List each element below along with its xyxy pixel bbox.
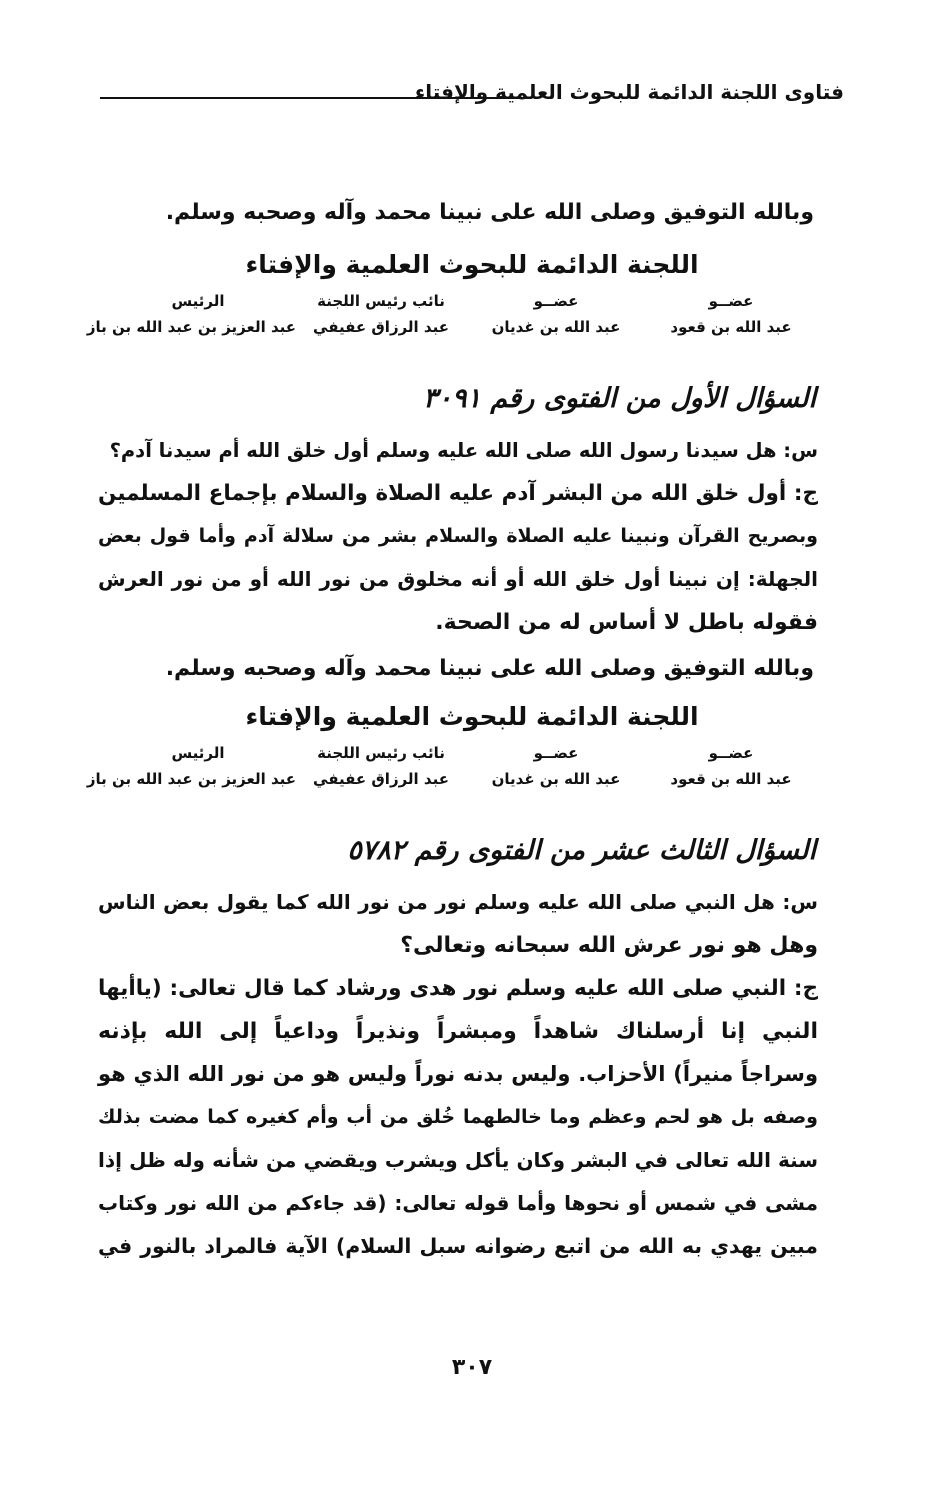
text-line: مبين يهدي به الله من اتبع رضوانه سبل السلام) الآية فالمراد بالنور في [98,1234,818,1258]
text-line: وسراجاً منيراً) الأحزاب. وليس بدنه نوراً وليس هو من نور الله الذي هو [98,1062,818,1086]
signatory [301,744,461,788]
text-line: وبصريح القرآن ونبينا عليه الصلاة والسلام بشر من سلالة آدم وأما قول بعض [98,525,818,547]
text-line: سنة الله تعالى في البشر وكان يأكل ويشرب ويقضي من شأنه وله ظل إذا [98,1148,818,1172]
closing-formula: وبالله التوفيق وصلى الله على نبينا محمد وآله وصحبه وسلم. [165,656,814,681]
signatory-name: عبد الرزاق عفيفي [313,318,449,336]
signatory [656,292,806,336]
signatory-role: نائب رئيس اللجنة [317,292,445,310]
answer-text [98,967,818,1268]
signatories-row [86,292,806,352]
signatory-name: عبد العزيز بن عبد الله بن باز [86,770,296,788]
text-line: ج: النبي صلى الله عليه وسلم نور هدى ورشاد كما قال تعالى: (ياأيها [98,976,818,1001]
committee-name: اللجنة الدائمة للبحوث العلمية والإفتاء [245,250,699,279]
signatory-role: عضــو [533,744,579,762]
text-line: س: هل النبي صلى الله عليه وسلم نور من نور الله كما يقول بعض الناس [98,890,818,914]
signatory [86,292,296,336]
signatory [481,292,631,336]
signatory-name: عبد الله بن غديان [491,318,621,336]
signatory-role: نائب رئيس اللجنة [317,744,445,762]
page-number: ٣٠٧ [451,1355,493,1380]
answer-text [98,472,818,644]
signatory-role: الرئيس [171,744,225,762]
text-line: ج: أول خلق الله من البشر آدم عليه الصلاة والسلام بإجماع المسلمين [98,481,818,506]
signatory-name: عبد العزيز بن عبد الله بن باز [86,318,296,336]
text-line: وهل هو نور عرش الله سبحانه وتعالى؟ [400,933,818,958]
signatory [481,744,631,788]
text-line: النبي إنا أرسلناك شاهداً ومبشراً ونذيراً وداعياً إلى الله بإذنه [98,1019,818,1044]
signatory [301,292,461,336]
signatories-row [86,744,806,804]
signatory-role: عضــو [708,292,754,310]
text-line: الجهلة: إن نبينا أول خلق الله أو أنه مخلوق من نور الله أو من نور العرش [98,567,818,591]
signatory-name: عبد الله بن غديان [491,770,621,788]
text-line: مشى في شمس أو نحوها وأما قوله تعالى: (قد جاءكم من الله نور وكتاب [98,1191,818,1215]
question-text [98,881,818,967]
signatory-name: عبد الله بن قعود [670,318,792,336]
signatory-role: الرئيس [171,292,225,310]
signatory-role: عضــو [708,744,754,762]
text-line: وصفه بل هو لحم وعظم وما خالطهما خُلق من أب وأم كغيره كما مضت بذلك [98,1106,818,1128]
running-header [100,80,844,110]
closing-formula: وبالله التوفيق وصلى الله على نبينا محمد وآله وصحبه وسلم. [165,200,814,225]
committee-name: اللجنة الدائمة للبحوث العلمية والإفتاء [245,702,699,731]
signatory-role: عضــو [533,292,579,310]
header-rule [100,97,530,99]
text-line: فقوله باطل لا أساس له من الصحة. [435,610,818,635]
question-heading: السؤال الثالث عشر من الفتوى رقم ٥٧٨٢ [347,835,816,866]
signatory-name: عبد الرزاق عفيفي [313,770,449,788]
text-line: س: هل سيدنا رسول الله صلى الله عليه وسلم أول خلق الله أم سيدنا آدم؟ [109,439,818,462]
question-heading: السؤال الأول من الفتوى رقم ٣٠٩١ [423,383,816,414]
signatory-name: عبد الله بن قعود [670,770,792,788]
signatory [656,744,806,788]
running-header-title: فتاوى اللجنة الدائمة للبحوث العلمية والإفتاء [415,80,844,104]
question-text [98,429,818,472]
signatory [86,744,296,788]
